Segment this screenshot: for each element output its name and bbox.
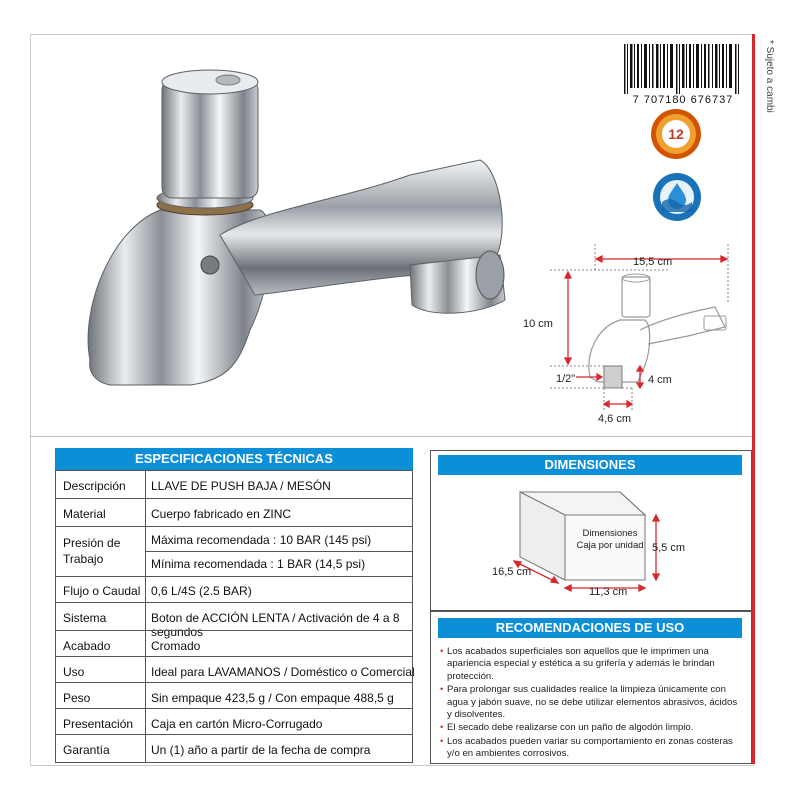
spec-value-2: Mínima recomendada : 1 BAR (14,5 psi) <box>151 557 366 571</box>
recommendation-item: • Los acabados superficiales son aquellos que le imprimen una apariencia especial y estética a su grifería y además le brindan protección. <box>440 646 744 683</box>
spec-label: Sistema <box>63 611 107 625</box>
spec-value: LLAVE DE PUSH BAJA / MESÓN <box>151 479 331 493</box>
product-height-label: 10 cm <box>523 318 553 330</box>
spec-label: Presentación <box>63 717 134 731</box>
spec-label: Garantía <box>63 743 110 757</box>
thread-size-label: 1/2" <box>556 373 576 385</box>
red-edge-line <box>752 34 755 764</box>
spec-row-presion <box>55 526 413 577</box>
spec-row-presentacion <box>55 708 413 735</box>
spec-label: Peso <box>63 691 91 705</box>
spec-value: Sin empaque 423,5 g / Con empaque 488,5 g <box>151 691 394 705</box>
dimensions-title: DIMENSIONES <box>438 455 742 475</box>
spec-sub-divider <box>145 551 413 552</box>
spec-value: Máxima recomendada : 10 BAR (145 psi) <box>151 533 372 547</box>
spec-row-garantia <box>55 734 413 763</box>
warranty-number: 12 <box>668 126 684 142</box>
recommendation-item: • El secado debe realizarse con un paño de algodón limpio. <box>440 722 744 734</box>
spec-value: Cromado <box>151 639 201 653</box>
spec-value: Cuerpo fabricado en ZINC <box>151 507 292 521</box>
spec-label: Flujo o Caudal <box>63 584 141 598</box>
recommendation-item: • Para prolongar sus cualidades realice la limpieza únicamente con agua y jabón suave, no se debe utilizar elementos abrasivos, ácidos y disolventes. <box>440 684 744 721</box>
box-height-label: 5,5 cm <box>652 542 686 554</box>
section-divider <box>30 436 752 437</box>
box-width-label: 11,3 cm <box>589 586 628 598</box>
spec-row-sistema <box>55 602 413 639</box>
spec-value: Boton de ACCIÓN LENTA / Activación de 4 a 8 segundos <box>151 611 400 639</box>
spec-table-title: ESPECIFICACIONES TÉCNICAS <box>55 448 413 470</box>
spec-value: Caja en cartón Micro-Corrugado <box>151 717 323 731</box>
spec-label: Presión de Trabajo <box>63 536 121 566</box>
spec-row-uso <box>55 656 413 683</box>
box-label-line-2: Caja por unidad <box>576 540 644 551</box>
spec-row-material <box>55 498 413 527</box>
spec-label: Descripción <box>63 479 126 493</box>
spec-value: Un (1) año a partir de la fecha de compra <box>151 743 371 757</box>
box-label <box>560 528 660 552</box>
spec-row-flujo <box>55 576 413 603</box>
spec-row-descripcion <box>55 470 413 499</box>
spec-row-peso <box>55 682 413 709</box>
barcode-number: 7 707180 676737 <box>632 94 734 106</box>
base-width-label: 4,6 cm <box>598 413 632 425</box>
spec-value: Ideal para LAVAMANOS / Doméstico o Comercial <box>151 665 415 679</box>
spec-row-acabado <box>55 630 413 657</box>
product-width-label: 15,5 cm <box>633 256 673 268</box>
box-depth-label: 16,5 cm <box>492 566 532 578</box>
recommendation-item: • Los acabados pueden variar su comportamiento en zonas costeras y/o en ambientes corrosivos. <box>440 736 744 761</box>
spec-label: Uso <box>63 665 85 679</box>
recommendations-list <box>440 646 744 762</box>
spec-label: Material <box>63 507 106 521</box>
spec-value: 0,6 L/4S (2.5 BAR) <box>151 584 252 598</box>
box-label-line-1: Dimensiones <box>582 528 638 539</box>
barcode-image <box>620 44 744 94</box>
faucet-image <box>70 60 530 400</box>
recommendations-title: RECOMENDACIONES DE USO <box>438 618 742 638</box>
warranty-seal-icon <box>650 108 702 160</box>
side-note: * Sujeto a cambi <box>764 40 775 113</box>
water-saver-icon <box>652 172 702 222</box>
thread-height-label: 4 cm <box>648 374 672 386</box>
spec-label: Acabado <box>63 639 111 653</box>
